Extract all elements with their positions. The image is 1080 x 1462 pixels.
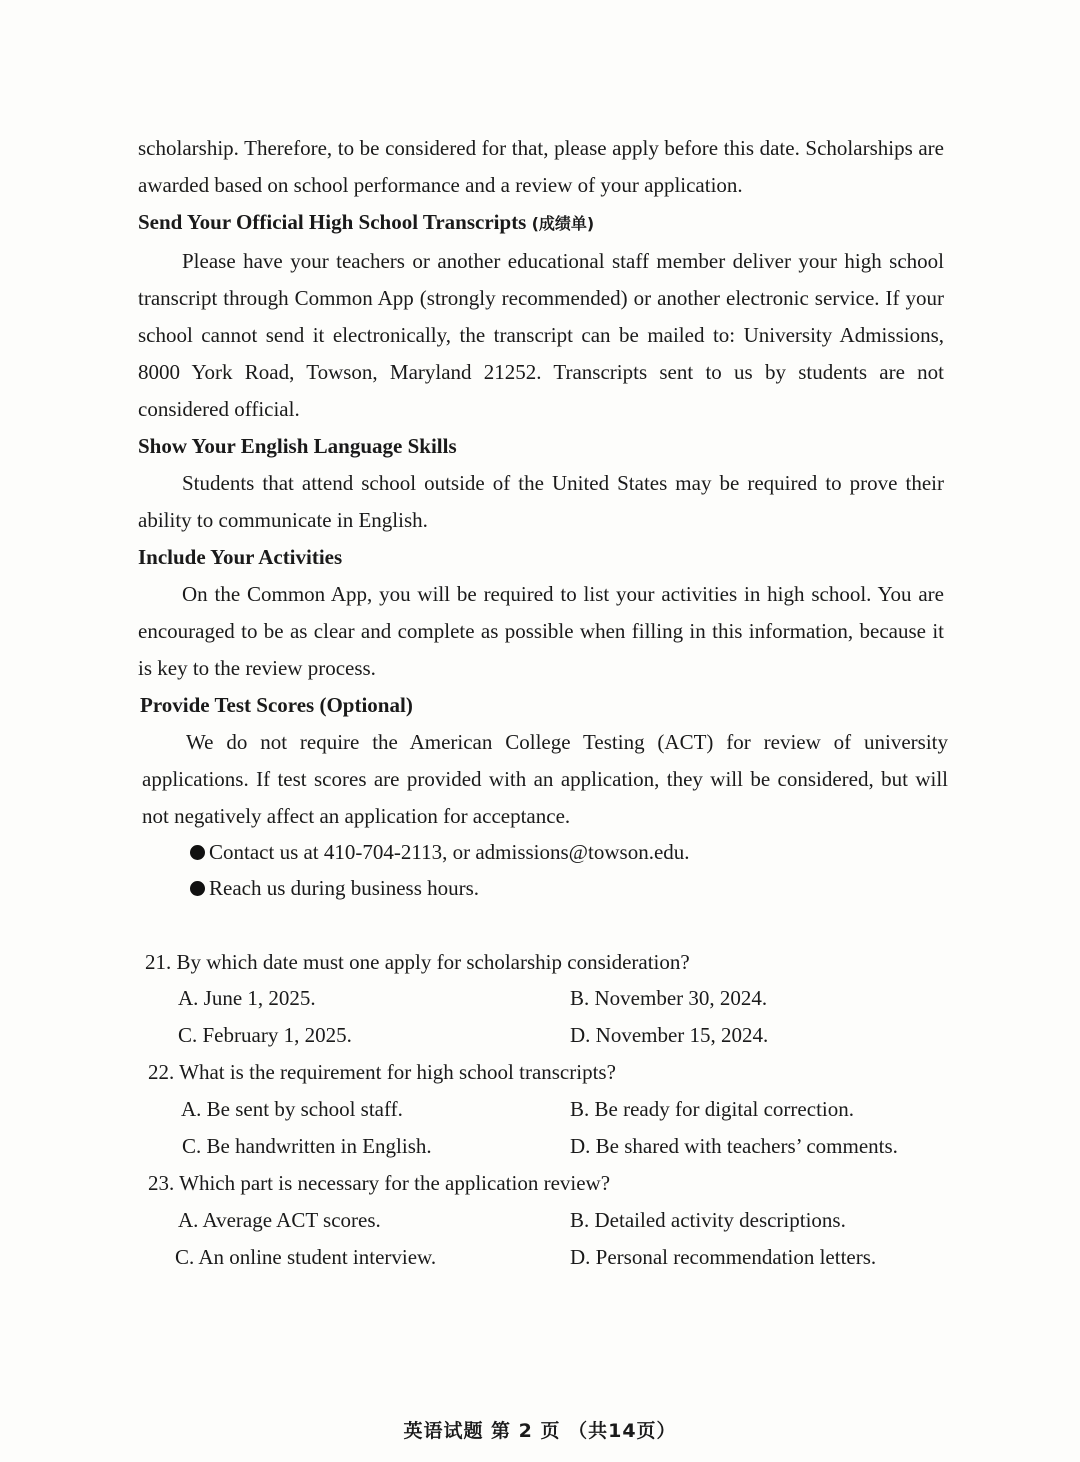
heading-text: Send Your Official High School Transcripts (138, 210, 527, 234)
question-number: 21. (145, 950, 172, 974)
option-22-d: D. Be shared with teachers’ comments. (570, 1134, 898, 1158)
option-22-a: A. Be sent by school staff. (181, 1097, 403, 1121)
section-heading-activities: Include Your Activities (138, 545, 343, 569)
question-number: 22. (148, 1060, 175, 1084)
option-23-b: B. Detailed activity descriptions. (570, 1208, 846, 1232)
question-22 (148, 1054, 616, 1091)
bullet-contact (190, 834, 690, 871)
question-text: What is the requirement for high school transcripts? (179, 1060, 616, 1084)
bullet-text: Reach us during business hours. (209, 876, 480, 900)
option-23-c: C. An online student interview. (175, 1245, 437, 1269)
section-heading-english: Show Your English Language Skills (138, 434, 457, 458)
question-text: Which part is necessary for the application review? (179, 1171, 611, 1195)
bullet-text: Contact us at 410-704-2113, or admissions@towson.edu. (209, 840, 690, 864)
bullet-icon (190, 881, 205, 896)
section-heading-test-scores: Provide Test Scores (Optional) (140, 693, 413, 717)
intro-paragraph: scholarship. Therefore, to be considered for that, please apply before this date. Scholarships are awarded based on school performance and a review of your application. (138, 136, 944, 197)
option-23-a: A. Average ACT scores. (178, 1208, 381, 1232)
option-21-c: C. February 1, 2025. (178, 1023, 352, 1047)
question-number: 23. (148, 1171, 175, 1195)
section-body-english: Students that attend school outside of the United States may be required to prove their ability to communicate in English. (138, 471, 944, 532)
option-23-d: D. Personal recommendation letters. (570, 1245, 877, 1269)
option-22-c: C. Be handwritten in English. (182, 1134, 432, 1158)
section-body-activities: On the Common App, you will be required to list your activities in high school. You are encouraged to be as clear and complete as possible when filling in this information, because it is key to the review process. (138, 582, 944, 680)
page-footer: 英语试题 第 2 页 （共14页） (403, 1420, 677, 1442)
question-23 (148, 1165, 610, 1202)
question-21 (145, 944, 690, 981)
option-21-b: B. November 30, 2024. (570, 986, 768, 1010)
section-heading-transcripts (138, 204, 594, 242)
option-21-d: D. November 15, 2024. (570, 1023, 769, 1047)
section-body-transcripts: Please have your teachers or another educational staff member deliver your high school transcript through Common App (strongly recommended) or another electronic service. If your school cannot send it electronically, the transcript can be mailed to: University Admissions, 8000 York Road, Towson, Maryland 21252. Transcripts sent to us by students are not considered official. (138, 249, 944, 421)
option-22-b: B. Be ready for digital correction. (570, 1097, 854, 1121)
bullet-hours (190, 870, 479, 907)
section-body-test-scores: We do not require the American College Testing (ACT) for review of university applications. If test scores are provided with an application, they will be considered, but will not negatively affect an application for acceptance. (142, 730, 948, 828)
heading-note: (成绩单) (531, 214, 595, 233)
bullet-icon (190, 845, 205, 860)
question-text: By which date must one apply for scholarship consideration? (176, 950, 690, 974)
option-21-a: A. June 1, 2025. (178, 986, 316, 1010)
